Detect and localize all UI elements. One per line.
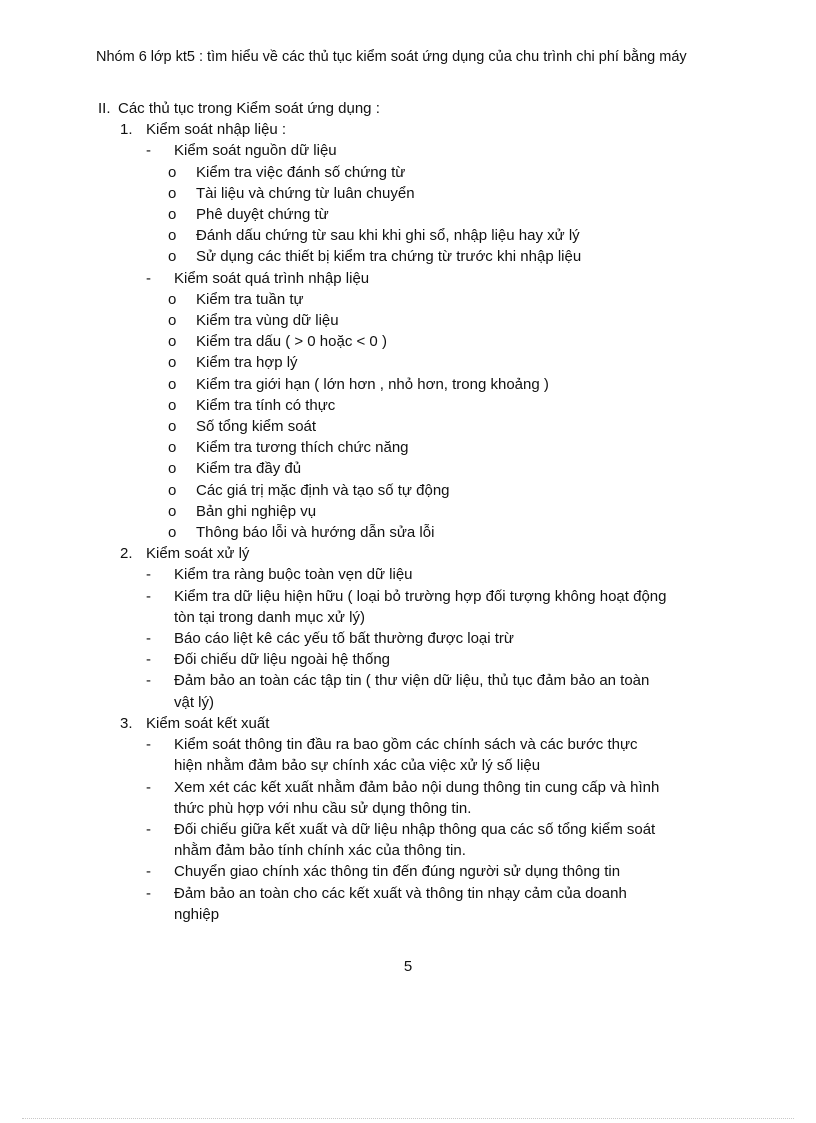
bullet-marker: o — [168, 227, 177, 245]
sub-item — [98, 670, 718, 691]
bullet-text: Kiểm tra đầy đủ — [196, 460, 302, 478]
bullet-item — [98, 416, 718, 437]
bullet-text: Kiểm tra tính có thực — [196, 396, 336, 414]
sub-item — [98, 564, 718, 585]
bullet-text: Tài liệu và chứng từ luân chuyển — [196, 184, 415, 202]
bullet-text: Thông báo lỗi và hướng dẫn sửa lỗi — [196, 524, 435, 542]
sub-item — [98, 586, 718, 607]
bullet-marker: o — [168, 248, 177, 266]
sub-item-text: Kiểm soát nguồn dữ liệu — [174, 142, 337, 160]
bullet-marker: o — [168, 439, 177, 457]
sub-item-text: Báo cáo liệt kê các yếu tố bất thường được loại trừ — [174, 630, 514, 648]
dash-marker: - — [146, 269, 151, 287]
sub-item — [98, 268, 718, 289]
bullet-text: Phê duyệt chứng từ — [196, 206, 329, 224]
page-bottom-border — [22, 1118, 794, 1119]
bullet-text: Đánh dấu chứng từ sau khi khi ghi sổ, nhập liệu hay xử lý — [196, 227, 580, 245]
dash-marker: - — [146, 142, 151, 160]
dash-marker: - — [146, 651, 151, 669]
sub-item — [98, 140, 718, 161]
bullet-text: Kiểm tra hợp lý — [196, 354, 298, 372]
bullet-marker: o — [168, 290, 177, 308]
bullet-item — [98, 522, 718, 543]
sub-item-text: Đảm bảo an toàn cho các kết xuất và thông tin nhạy cảm của doanh — [174, 884, 627, 902]
item-number: 2. — [120, 545, 133, 563]
bullet-marker: o — [168, 184, 177, 202]
sub-item — [98, 734, 718, 755]
sub-item-text: nhằm đảm bảo tính chính xác của thông tin. — [174, 842, 466, 860]
dash-marker: - — [146, 820, 151, 838]
sub-item-text: thức phù hợp với nhu cầu sử dụng thông tin. — [174, 799, 472, 817]
sub-item-text: Đối chiếu dữ liệu ngoài hệ thống — [174, 651, 391, 669]
item-number: 1. — [120, 121, 133, 139]
bullet-item — [98, 374, 718, 395]
sub-item-text: Kiểm tra dữ liệu hiện hữu ( loại bỏ trường hợp đối tượng không hoạt động — [174, 587, 667, 605]
sub-item — [98, 649, 718, 670]
bullet-marker: o — [168, 524, 177, 542]
sub-item-text: Kiểm tra ràng buộc toàn vẹn dữ liệu — [174, 566, 413, 584]
sub-item-continuation — [98, 904, 718, 925]
bullet-item — [98, 225, 718, 246]
bullet-item — [98, 480, 718, 501]
dash-marker: - — [146, 672, 151, 690]
dash-marker: - — [146, 778, 151, 796]
bullet-item — [98, 437, 718, 458]
dash-marker: - — [146, 566, 151, 584]
sub-item — [98, 628, 718, 649]
sub-item — [98, 883, 718, 904]
section-heading — [98, 98, 718, 119]
item-heading — [98, 713, 718, 734]
bullet-item — [98, 331, 718, 352]
bullet-marker: o — [168, 396, 177, 414]
item-title: Kiểm soát nhập liệu : — [146, 121, 287, 139]
bullet-text: Sử dụng các thiết bị kiểm tra chứng từ trước khi nhập liệu — [196, 248, 582, 266]
bullet-text: Số tổng kiểm soát — [196, 418, 317, 436]
sub-item-text: Đối chiếu giữa kết xuất và dữ liệu nhập thông qua các số tổng kiểm soát — [174, 820, 656, 838]
bullet-item — [98, 246, 718, 267]
bullet-marker: o — [168, 460, 177, 478]
item-number: 3. — [120, 714, 133, 732]
bullet-text: Kiểm tra dấu ( > 0 hoặc < 0 ) — [196, 333, 387, 351]
sub-item — [98, 819, 718, 840]
bullet-marker: o — [168, 163, 177, 181]
sub-item-text: Chuyển giao chính xác thông tin đến đúng người sử dụng thông tin — [174, 863, 621, 881]
sub-item-continuation — [98, 607, 718, 628]
bullet-item — [98, 183, 718, 204]
section-title: Các thủ tục trong Kiểm soát ứng dụng : — [118, 100, 380, 117]
bullet-item — [98, 352, 718, 373]
sub-item-text: nghiệp — [174, 905, 220, 923]
bullet-text: Kiểm tra vùng dữ liệu — [196, 312, 339, 330]
dash-marker: - — [146, 587, 151, 605]
bullet-marker: o — [168, 333, 177, 351]
bullet-marker: o — [168, 418, 177, 436]
bullet-text: Bản ghi nghiệp vụ — [196, 502, 317, 520]
section-number: II. — [98, 100, 111, 117]
bullet-marker: o — [168, 206, 177, 224]
item-title: Kiểm soát kết xuất — [146, 714, 270, 732]
bullet-item — [98, 289, 718, 310]
bullet-text: Kiểm tra việc đánh số chứng từ — [196, 163, 406, 181]
bullet-item — [98, 395, 718, 416]
bullet-marker: o — [168, 375, 177, 393]
bullet-text: Kiểm tra tuần tự — [196, 290, 304, 308]
sub-item-text: tòn tại trong danh mục xử lý) — [174, 608, 365, 626]
sub-item-text: Kiểm soát quá trình nhập liệu — [174, 269, 370, 287]
bullet-text: Kiểm tra giới hạn ( lớn hơn , nhỏ hơn, trong khoảng ) — [196, 375, 549, 393]
sub-item-text: vật lý) — [174, 693, 215, 711]
bullet-marker: o — [168, 354, 177, 372]
item-title: Kiểm soát xử lý — [146, 545, 250, 563]
item-heading — [98, 543, 718, 564]
bullet-item — [98, 458, 718, 479]
bullet-item — [98, 204, 718, 225]
sub-item-text: Xem xét các kết xuất nhằm đảm bảo nội dung thông tin cung cấp và hình — [174, 778, 660, 796]
bullet-item — [98, 310, 718, 331]
dash-marker: - — [146, 630, 151, 648]
sub-item — [98, 777, 718, 798]
bullet-marker: o — [168, 502, 177, 520]
sub-item-text: Đảm bảo an toàn các tập tin ( thư viện dữ liệu, thủ tục đảm bảo an toàn — [174, 672, 650, 690]
bullet-text: Kiểm tra tương thích chức năng — [196, 439, 409, 457]
sub-item-text: hiện nhằm đảm bảo sự chính xác của việc xử lý số liệu — [174, 757, 541, 775]
bullet-text: Các giá trị mặc định và tạo số tự động — [196, 481, 450, 499]
bullet-marker: o — [168, 312, 177, 330]
sub-item — [98, 861, 718, 882]
bullet-item — [98, 162, 718, 183]
page-number: 5 — [403, 958, 413, 975]
page-header: Nhóm 6 lớp kt5 : tìm hiểu về các thủ tục kiểm soát ứng dụng của chu trình chi phí bằng máy — [96, 49, 687, 65]
sub-item-continuation — [98, 692, 718, 713]
sub-item-text: Kiểm soát thông tin đầu ra bao gồm các chính sách và các bước thực — [174, 736, 638, 754]
document-body — [98, 98, 718, 925]
sub-item-continuation — [98, 755, 718, 776]
sub-item-continuation — [98, 798, 718, 819]
dash-marker: - — [146, 736, 151, 754]
dash-marker: - — [146, 863, 151, 881]
bullet-marker: o — [168, 481, 177, 499]
bullet-item — [98, 501, 718, 522]
item-heading — [98, 119, 718, 140]
dash-marker: - — [146, 884, 151, 902]
sub-item-continuation — [98, 840, 718, 861]
